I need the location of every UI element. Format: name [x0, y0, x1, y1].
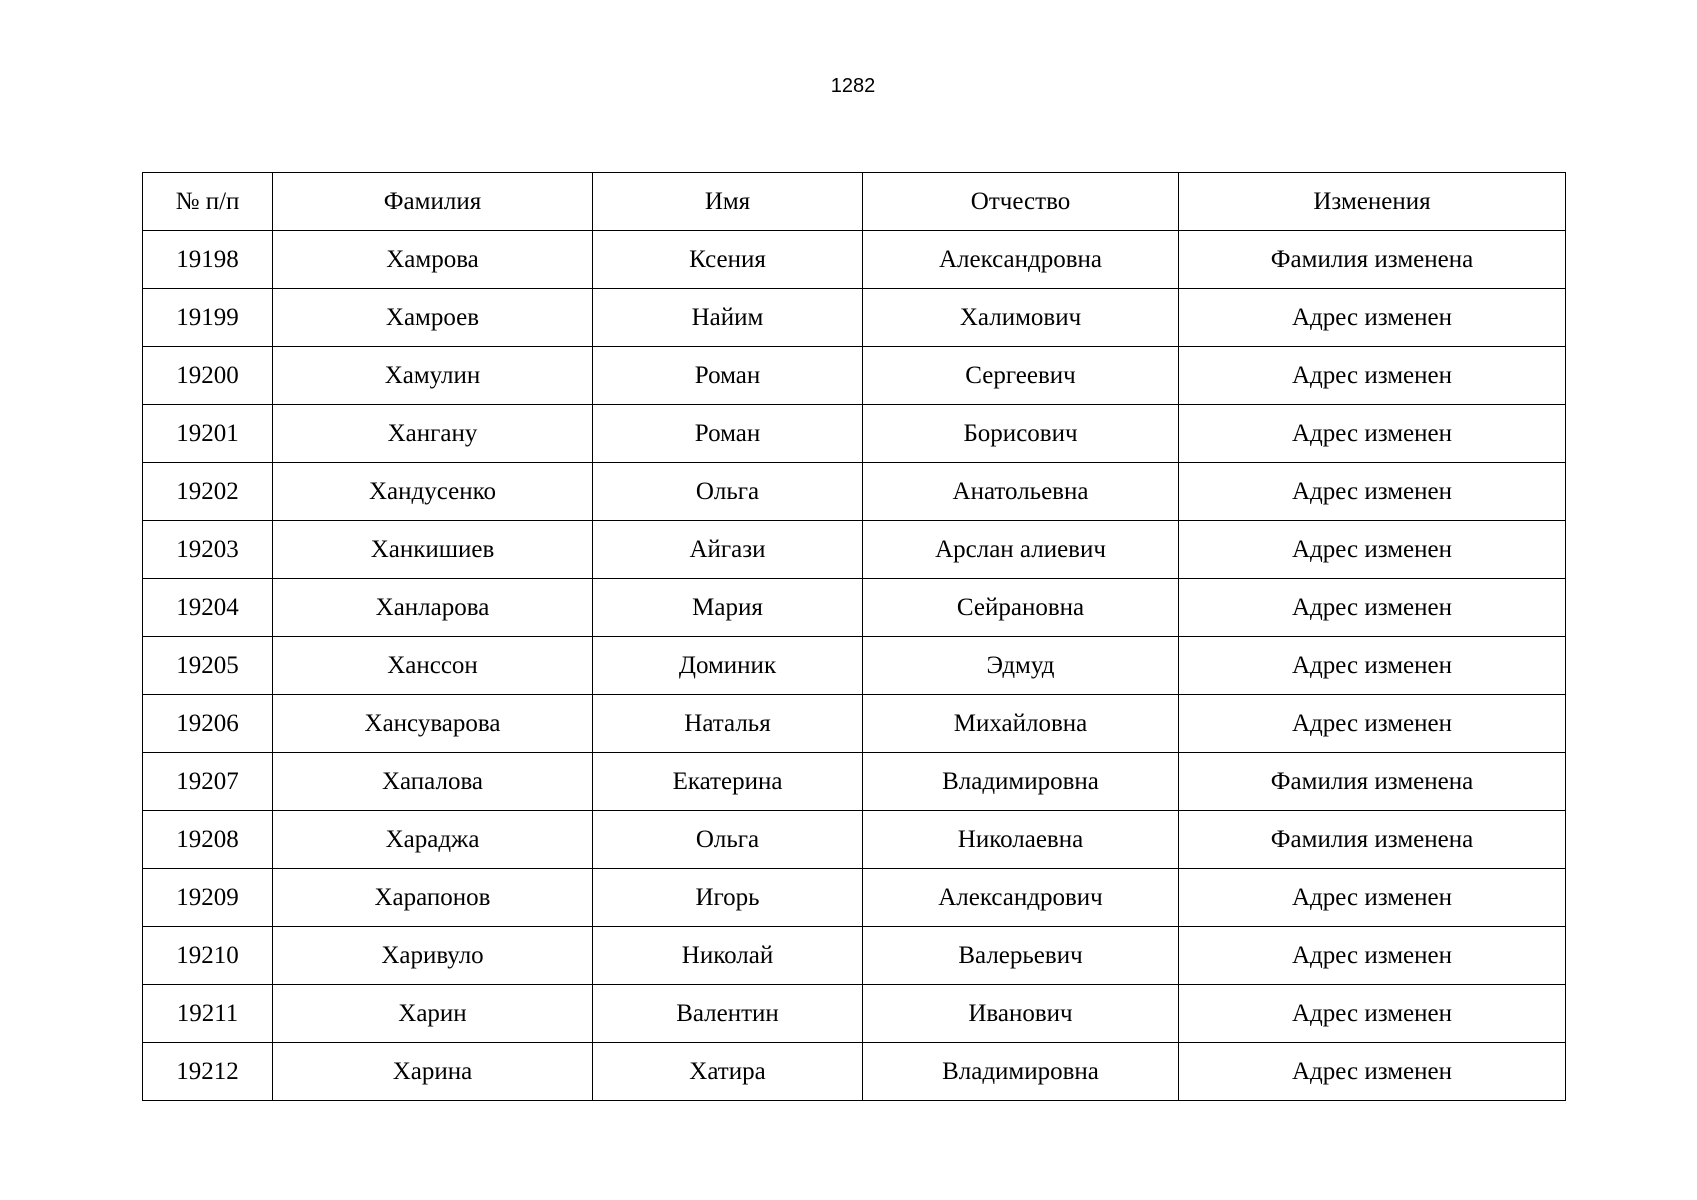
cell-patronymic: Сергеевич: [863, 347, 1179, 405]
header-last-name: Фамилия: [273, 173, 593, 231]
cell-patronymic: Эдмуд: [863, 637, 1179, 695]
cell-first-name: Ольга: [593, 463, 863, 521]
cell-last-name: Хандусенко: [273, 463, 593, 521]
cell-patronymic: Халимович: [863, 289, 1179, 347]
table-row: [143, 289, 1566, 347]
header-changes: Изменения: [1179, 173, 1566, 231]
cell-number: 19205: [143, 637, 273, 695]
cell-number: 19207: [143, 753, 273, 811]
cell-patronymic: Сейрановна: [863, 579, 1179, 637]
cell-changes: Адрес изменен: [1179, 985, 1566, 1043]
cell-last-name: Харин: [273, 985, 593, 1043]
cell-changes: Адрес изменен: [1179, 289, 1566, 347]
cell-first-name: Ольга: [593, 811, 863, 869]
cell-number: 19203: [143, 521, 273, 579]
cell-number: 19198: [143, 231, 273, 289]
cell-last-name: Хансуварова: [273, 695, 593, 753]
cell-number: 19200: [143, 347, 273, 405]
cell-patronymic: Николаевна: [863, 811, 1179, 869]
cell-patronymic: Анатольевна: [863, 463, 1179, 521]
table-row: [143, 405, 1566, 463]
cell-number: 19208: [143, 811, 273, 869]
header-first-name: Имя: [593, 173, 863, 231]
table-row: [143, 521, 1566, 579]
cell-patronymic: Борисович: [863, 405, 1179, 463]
cell-last-name: Харивуло: [273, 927, 593, 985]
table-row: [143, 927, 1566, 985]
cell-first-name: Доминик: [593, 637, 863, 695]
cell-number: 19211: [143, 985, 273, 1043]
cell-changes: Фамилия изменена: [1179, 231, 1566, 289]
cell-changes: Адрес изменен: [1179, 405, 1566, 463]
cell-first-name: Найим: [593, 289, 863, 347]
cell-number: 19204: [143, 579, 273, 637]
cell-patronymic: Михайловна: [863, 695, 1179, 753]
header-number: № п/п: [143, 173, 273, 231]
cell-number: 19202: [143, 463, 273, 521]
table-body: [143, 231, 1566, 1101]
table-row: [143, 811, 1566, 869]
cell-first-name: Николай: [593, 927, 863, 985]
table-row: [143, 579, 1566, 637]
cell-number: 19212: [143, 1043, 273, 1101]
cell-last-name: Ханларова: [273, 579, 593, 637]
cell-last-name: Ханкишиев: [273, 521, 593, 579]
table-row: [143, 347, 1566, 405]
table-row: [143, 695, 1566, 753]
cell-changes: Адрес изменен: [1179, 1043, 1566, 1101]
cell-changes: Фамилия изменена: [1179, 811, 1566, 869]
table-row: [143, 753, 1566, 811]
table-row: [143, 985, 1566, 1043]
cell-last-name: Хамроев: [273, 289, 593, 347]
cell-last-name: Хангану: [273, 405, 593, 463]
cell-first-name: Валентин: [593, 985, 863, 1043]
cell-first-name: Наталья: [593, 695, 863, 753]
cell-first-name: Айгази: [593, 521, 863, 579]
cell-number: 19199: [143, 289, 273, 347]
cell-number: 19201: [143, 405, 273, 463]
table-header-row: [143, 173, 1566, 231]
cell-last-name: Хараджа: [273, 811, 593, 869]
cell-last-name: Хамрова: [273, 231, 593, 289]
cell-patronymic: Александрович: [863, 869, 1179, 927]
cell-number: 19209: [143, 869, 273, 927]
cell-first-name: Хатира: [593, 1043, 863, 1101]
cell-first-name: Роман: [593, 347, 863, 405]
table-row: [143, 869, 1566, 927]
cell-patronymic: Владимировна: [863, 753, 1179, 811]
cell-last-name: Харина: [273, 1043, 593, 1101]
cell-last-name: Ханссон: [273, 637, 593, 695]
cell-patronymic: Владимировна: [863, 1043, 1179, 1101]
cell-changes: Адрес изменен: [1179, 927, 1566, 985]
cell-first-name: Мария: [593, 579, 863, 637]
cell-patronymic: Иванович: [863, 985, 1179, 1043]
cell-patronymic: Валерьевич: [863, 927, 1179, 985]
cell-changes: Адрес изменен: [1179, 463, 1566, 521]
cell-number: 19206: [143, 695, 273, 753]
cell-changes: Адрес изменен: [1179, 637, 1566, 695]
table-row: [143, 1043, 1566, 1101]
registry-table: [142, 172, 1566, 1101]
cell-first-name: Игорь: [593, 869, 863, 927]
cell-last-name: Хапалова: [273, 753, 593, 811]
cell-last-name: Харапонов: [273, 869, 593, 927]
table-row: [143, 231, 1566, 289]
cell-number: 19210: [143, 927, 273, 985]
cell-changes: Адрес изменен: [1179, 695, 1566, 753]
table-row: [143, 463, 1566, 521]
cell-changes: Адрес изменен: [1179, 869, 1566, 927]
cell-changes: Адрес изменен: [1179, 347, 1566, 405]
cell-changes: Фамилия изменена: [1179, 753, 1566, 811]
cell-changes: Адрес изменен: [1179, 579, 1566, 637]
cell-first-name: Роман: [593, 405, 863, 463]
header-patronymic: Отчество: [863, 173, 1179, 231]
page-number: 1282: [830, 75, 876, 97]
cell-first-name: Екатерина: [593, 753, 863, 811]
table-row: [143, 637, 1566, 695]
cell-patronymic: Александровна: [863, 231, 1179, 289]
cell-last-name: Хамулин: [273, 347, 593, 405]
cell-changes: Адрес изменен: [1179, 521, 1566, 579]
cell-patronymic: Арслан алиевич: [863, 521, 1179, 579]
cell-first-name: Ксения: [593, 231, 863, 289]
